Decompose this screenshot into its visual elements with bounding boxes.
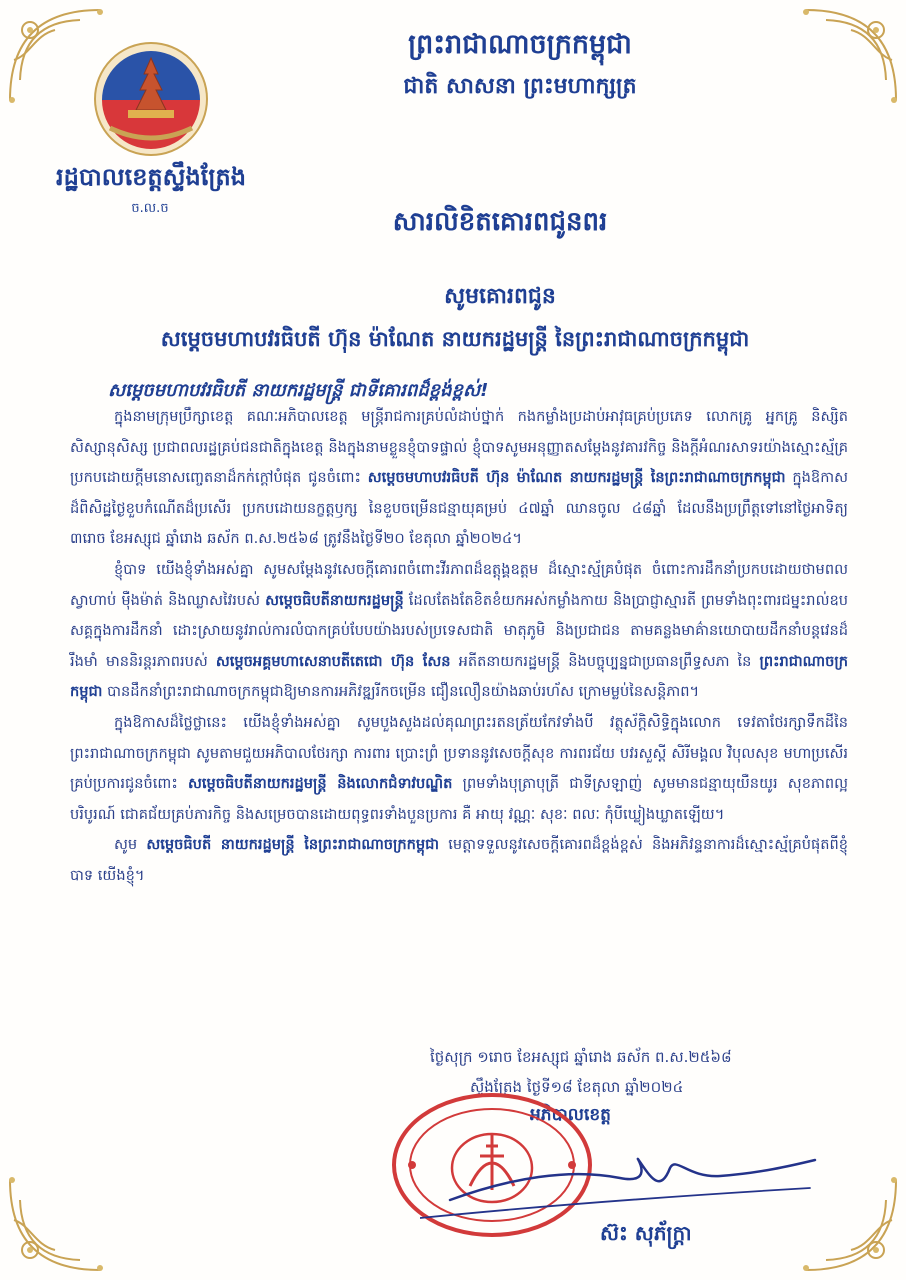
p1-recipient-name: សម្តេចមហាបវរធិបតី ហ៊ុន ម៉ាណែត នាយករដ្ឋមន្ត្រី នៃព្រះរាជាណាចក្រកម្ពុជា [367, 469, 786, 487]
governor-title: អភិបាលខេត្ត [530, 1105, 611, 1125]
to-line: សូមគោរពជូន [444, 284, 556, 309]
paragraph-1 [70, 402, 848, 555]
corner-ornament-bottom-left [0, 1170, 110, 1280]
paragraph-4 [70, 830, 848, 891]
p3-text-end: ព្រមទាំងបុត្រាបុត្រី ជាទីស្រឡាញ់ សូមមានជន្មាយុយឺនយូរ សុខភាពល្អបរិបូរណ៍ ជោគជ័យគ្រប់ភារកិច្ច និងសម្រេចបានដោយពុទ្ធពរទាំងបួនប្រការ គឺ អាយុ វណ្ណៈ សុខៈ ពលៈ កុំបីឃ្លៀងឃ្លាតឡើយ។ [70, 775, 849, 823]
p2-text-mid: ដែលតែងតែខិតខំយកអស់កម្លាំងកាយ និងប្រាជ្ញាស្មារតី ព្រមទាំងពុះពារជម្នះរាល់ឧបសគ្គក្នុងការដឹកនាំ ដោះស្រាយនូវរាល់ការលំបាកគ្រប់បែបយ៉ាងរបស់ប្រទេសជាតិ មាតុភូមិ និងប្រជាជន តាមគន្លងមាគ៌ានយោបាយដឹកនាំបន្តវេនដ៏រឹងមាំ មាននិរន្តរភាពរបស់ [70, 591, 848, 670]
p2-name-2: សម្តេចអគ្គមហាសេនាបតីតេជោ ហ៊ុន សែន [215, 652, 451, 670]
p2-kingdom: ព្រះរាជាណាចក្រកម្ពុជា [70, 652, 849, 701]
p4-text-start: សូម [114, 836, 138, 854]
signer-name: ស៊ះ សុភ័ក្ត្រា [600, 1221, 692, 1245]
place-date-line: ស្ទឹងត្រែង ថ្ងៃទី១៨ ខែតុលា ឆ្នាំ២០២៤ [470, 1078, 684, 1096]
p4-name: សម្តេចធិបតី នាយករដ្ឋមន្ត្រី នៃព្រះរាជាណាចក្រកម្ពុជា [146, 836, 440, 854]
lunar-date-line: ថ្ងៃសុក្រ ១រោច ខែអស្សុជ ឆ្នាំរោង ឆស័ក ព.ស.២៥៦៨ [430, 1048, 732, 1066]
province-emblem-logo [92, 40, 210, 158]
corner-ornament-top-right [796, 0, 906, 110]
paragraph-3 [70, 708, 848, 830]
recipient-line: សម្តេចមហាបវរធិបតី ហ៊ុន ម៉ាណែត នាយករដ្ឋមន្ត្រី នៃព្រះរាជាណាចក្រកម្ពុជា [160, 327, 750, 351]
document-title: សារលិខិតគោរពជូនពរ [392, 207, 608, 237]
p2-text-start: ខ្ញុំបាទ យើងខ្ញុំទាំងអស់គ្នា សូមសម្តែងនូវសេចក្តីគោរពចំពោះវីរភាពដ៏ឧត្តុង្គឧត្តម ដ៏ស្មោះស្ម័គ្របំផុត ចំពោះការដឹកនាំប្រកបដោយថាមពល ស្វាហាប់ ម៉ឺងម៉ាត់ និងឈ្លាសវៃរបស់ [70, 560, 848, 609]
p3-names: សម្តេចធិបតីនាយករដ្ឋមន្ត្រី និងលោកជំទាវបណ្ឌិត [187, 775, 453, 793]
p2-name: សម្តេចធិបតីនាយករដ្ឋមន្ត្រី [265, 591, 404, 609]
p2-text-mid-2: អតីតនាយករដ្ឋមន្ត្រី និងបច្ចុប្បន្នជាប្រធានព្រឹទ្ធសភា នៃ [458, 652, 752, 670]
p3-text-start: ក្នុងឱកាសដ៏ថ្លៃថ្លានេះ យើងខ្ញុំទាំងអស់គ្នា សូមបួងសួងដល់គុណព្រះរតនត្រ័យកែវទាំងបី វត្ថុស័ក្តិសិទ្ធិក្នុងលោក ទេវតាថែរក្សាទឹកដីនៃព្រះរាជាណាចក្រកម្ពុជា សូមតាមជួយអភិបាលថែរក្សា ការពារ ប្រោះព្រំ ប្រទាននូវសេចក្តីសុខ ការពរជ័យ បវរសួស្តី សិរីមង្គល វិបុលសុខ មហាប្រសើរគ្រប់ប្រការជូនចំពោះ [70, 713, 848, 793]
kingdom-heading: ព្រះរាជាណាចក្រកម្ពុជា [408, 29, 632, 60]
province-name: រដ្ឋបាលខេត្តស្ទឹងត្រែង [56, 163, 246, 191]
p2-text-end: បានដឹកនាំព្រះរាជាណាចក្រកម្ពុជាឱ្យមានការអភិវឌ្ឍរីកចម្រើន ជឿនលឿនយ៉ាងឆាប់រហ័ស ក្រោមម្លប់នៃសន្តិភាព។ [107, 683, 700, 701]
salutation: សម្តេចមហាបវរធិបតី នាយករដ្ឋមន្ត្រី ជាទីគោរពដ៏ខ្ពង់ខ្ពស់! [108, 380, 489, 401]
p4-text-end: មេត្តាទទួលនូវសេចក្តីគោរពដ៏ខ្ពង់ខ្ពស់ និងអភិវន្ទនាការដ៏ស្មោះស្ម័គ្របំផុតពីខ្ញុំបាទ យើងខ្ញុំ។ [70, 836, 849, 884]
p1-text-end: ក្នុងឱកាសដ៏ពិសិដ្ឋថ្ងៃខួបកំណើតដ៏ប្រសើរ ប្រកបដោយនក្ខត្តឫក្ស នៃខួបចម្រើនជន្មាយុគម្រប់ ៤៧ឆ្នាំ ឈានចូល ៤៨ឆ្នាំ ដែលនឹងប្រព្រឹត្តទៅនៅថ្ងៃអាទិត្យ ៣រោច ខែអស្សុជ ឆ្នាំរោង ឆស័ក ព.ស.២៥៦៨ ត្រូវនឹងថ្ងៃទី២០ ខែតុលា ឆ្នាំ២០២៤។ [70, 469, 848, 548]
handwritten-signature [420, 1138, 820, 1228]
letter-body [70, 402, 848, 892]
national-motto: ជាតិ សាសនា ព្រះមហាក្សត្រ [403, 74, 637, 99]
reference-number: ច.ល.ច [131, 201, 169, 216]
paragraph-2 [70, 555, 848, 708]
p1-text-start: ក្នុងនាមក្រុមប្រឹក្សាខេត្ត គណៈអភិបាលខេត្ត មន្ត្រីរាជការគ្រប់លំដាប់ថ្នាក់ កងកម្លាំងប្រដាប់អាវុធគ្រប់ប្រភេទ លោកគ្រូ អ្នកគ្រូ និស្សិត សិស្សានុសិស្ស ប្រជាពលរដ្ឋគ្រប់ជនជាតិក្នុងខេត្ត និងក្នុងនាមខ្លួនខ្ញុំបាទផ្ទាល់ ខ្ញុំបាទសូមអនុញ្ញាតសម្តែងនូវគារវកិច្ច និងក្តីអំណរសាទរយ៉ាងស្មោះស្ម័គ្រ ប្រកបដោយក្តីមនោសញ្ចេតនាដ៏កក់ក្តៅបំផុត ជូនចំពោះ [70, 408, 848, 487]
